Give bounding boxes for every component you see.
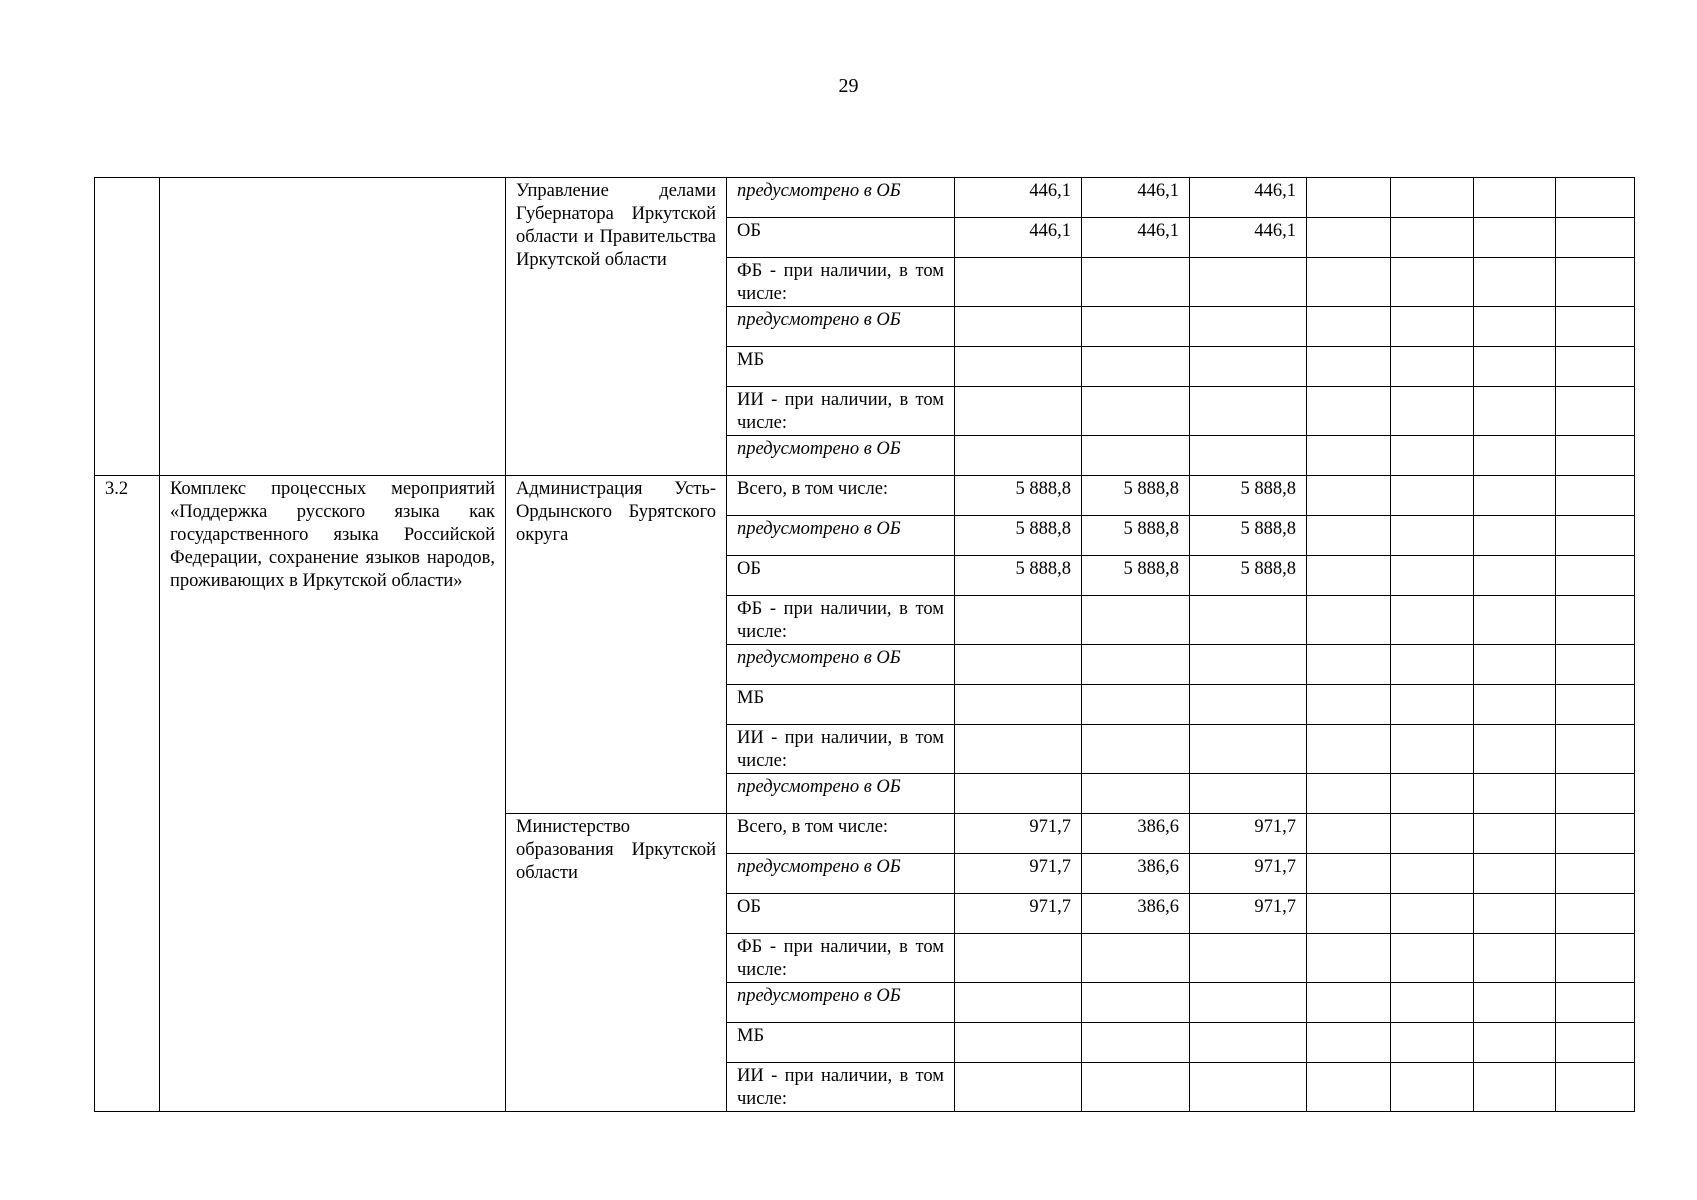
value-cell <box>955 934 1082 983</box>
value-cell <box>1474 1023 1556 1063</box>
value-cell <box>1307 516 1391 556</box>
value-cell <box>1190 387 1307 436</box>
funding-source-cell <box>727 556 955 596</box>
value-cell: 971,7 <box>1190 854 1307 894</box>
value-cell <box>955 347 1082 387</box>
value-cell <box>1474 258 1556 307</box>
value-cell <box>1307 934 1391 983</box>
value-cell <box>1556 218 1635 258</box>
value-cell <box>1391 258 1474 307</box>
value-cell <box>1391 307 1474 347</box>
value-cell: 971,7 <box>1190 814 1307 854</box>
value-cell <box>1556 934 1635 983</box>
funding-source-cell <box>727 685 955 725</box>
funding-source-cell <box>727 347 955 387</box>
value-cell <box>1474 685 1556 725</box>
value-cell <box>1556 516 1635 556</box>
value-cell <box>1556 814 1635 854</box>
funding-source-label: предусмотрено в ОБ <box>737 181 901 201</box>
page-number: 29 <box>838 75 859 97</box>
funding-source-label: ИИ - при наличии, в том числе: <box>737 1066 944 1109</box>
value-cell <box>1391 218 1474 258</box>
value-cell <box>1082 596 1190 645</box>
funding-source-cell <box>727 894 955 934</box>
value-cell <box>1391 596 1474 645</box>
value-cell <box>1307 1063 1391 1112</box>
value-cell <box>1082 685 1190 725</box>
value-cell <box>1082 645 1190 685</box>
value-cell <box>1307 983 1391 1023</box>
funding-source-label: ОБ <box>737 897 761 917</box>
value-cell <box>1190 307 1307 347</box>
funding-source-cell <box>727 1023 955 1063</box>
value-cell <box>1391 436 1474 476</box>
value-cell <box>955 436 1082 476</box>
value-cell <box>1391 476 1474 516</box>
value-cell <box>1307 774 1391 814</box>
value-cell <box>1474 436 1556 476</box>
value-cell: 5 888,8 <box>1190 516 1307 556</box>
funding-source-cell <box>727 1063 955 1112</box>
value-cell <box>1082 347 1190 387</box>
value-cell: 446,1 <box>1190 178 1307 218</box>
value-cell <box>1307 1023 1391 1063</box>
value-cell <box>1190 725 1307 774</box>
funding-source-label: предусмотрено в ОБ <box>737 310 901 330</box>
value-cell <box>955 596 1082 645</box>
value-cell <box>1307 894 1391 934</box>
funding-source-label: предусмотрено в ОБ <box>737 986 901 1006</box>
value-cell <box>955 725 1082 774</box>
funding-source-label: ОБ <box>737 221 761 241</box>
value-cell <box>955 258 1082 307</box>
value-cell <box>1391 934 1474 983</box>
value-cell <box>1190 1063 1307 1112</box>
table-row <box>95 178 1635 218</box>
value-cell: 5 888,8 <box>1082 556 1190 596</box>
funding-source-label: МБ <box>737 1026 765 1046</box>
value-cell: 5 888,8 <box>1082 516 1190 556</box>
funding-source-label: предусмотрено в ОБ <box>737 857 901 877</box>
value-cell <box>1391 725 1474 774</box>
value-cell: 5 888,8 <box>955 556 1082 596</box>
value-cell <box>1556 1063 1635 1112</box>
value-cell <box>1190 934 1307 983</box>
funding-source-label: МБ <box>737 350 765 370</box>
value-cell <box>1190 1023 1307 1063</box>
value-cell <box>1556 387 1635 436</box>
value-cell <box>1307 347 1391 387</box>
value-cell <box>1474 934 1556 983</box>
value-cell <box>1391 854 1474 894</box>
funding-source-label: Всего, в том числе: <box>737 479 889 499</box>
value-cell <box>1391 1023 1474 1063</box>
value-cell <box>955 774 1082 814</box>
value-cell <box>1391 516 1474 556</box>
value-cell: 971,7 <box>1190 894 1307 934</box>
value-cell: 446,1 <box>955 218 1082 258</box>
value-cell <box>1082 1023 1190 1063</box>
funding-source-cell <box>727 645 955 685</box>
value-cell <box>1307 556 1391 596</box>
value-cell <box>1474 814 1556 854</box>
value-cell <box>1556 307 1635 347</box>
value-cell <box>1474 307 1556 347</box>
value-cell <box>1190 774 1307 814</box>
value-cell <box>1474 774 1556 814</box>
value-cell <box>1391 347 1474 387</box>
value-cell <box>1474 347 1556 387</box>
funding-source-label: предусмотрено в ОБ <box>737 519 901 539</box>
item-name-cell <box>160 178 506 476</box>
value-cell <box>1556 894 1635 934</box>
value-cell <box>1391 774 1474 814</box>
funding-source-label: ФБ - при наличии, в том числе: <box>737 937 944 980</box>
value-cell <box>1391 983 1474 1023</box>
value-cell <box>1556 854 1635 894</box>
value-cell <box>955 1023 1082 1063</box>
value-cell <box>1556 178 1635 218</box>
value-cell <box>1556 436 1635 476</box>
value-cell: 446,1 <box>1190 218 1307 258</box>
value-cell <box>1556 596 1635 645</box>
executor-cell: Администрация Усть-Ордынского Бурятского округа <box>506 476 727 814</box>
value-cell <box>955 1063 1082 1112</box>
value-cell <box>1391 814 1474 854</box>
value-cell: 971,7 <box>955 894 1082 934</box>
value-cell: 386,6 <box>1082 814 1190 854</box>
value-cell <box>1556 685 1635 725</box>
value-cell <box>1082 307 1190 347</box>
value-cell <box>1556 258 1635 307</box>
funding-source-cell <box>727 258 955 307</box>
value-cell <box>1474 476 1556 516</box>
value-cell <box>1307 814 1391 854</box>
funding-source-label: ФБ - при наличии, в том числе: <box>737 261 944 304</box>
funding-source-cell <box>727 774 955 814</box>
value-cell <box>1474 556 1556 596</box>
value-cell: 971,7 <box>955 814 1082 854</box>
value-cell: 446,1 <box>1082 218 1190 258</box>
value-cell <box>1190 645 1307 685</box>
funding-source-label: ОБ <box>737 559 761 579</box>
funding-source-cell <box>727 934 955 983</box>
value-cell <box>1474 725 1556 774</box>
value-cell <box>1474 596 1556 645</box>
funding-source-cell <box>727 178 955 218</box>
value-cell: 446,1 <box>1082 178 1190 218</box>
value-cell <box>1082 387 1190 436</box>
value-cell <box>1474 645 1556 685</box>
value-cell: 5 888,8 <box>955 516 1082 556</box>
value-cell <box>1474 218 1556 258</box>
value-cell <box>1307 218 1391 258</box>
value-cell <box>1391 556 1474 596</box>
value-cell <box>1556 556 1635 596</box>
value-cell <box>1474 854 1556 894</box>
value-cell <box>1556 476 1635 516</box>
value-cell: 5 888,8 <box>955 476 1082 516</box>
funding-source-cell <box>727 387 955 436</box>
funding-source-cell <box>727 476 955 516</box>
funding-source-cell <box>727 854 955 894</box>
value-cell: 5 888,8 <box>1082 476 1190 516</box>
value-cell: 5 888,8 <box>1190 556 1307 596</box>
funding-source-label: ИИ - при наличии, в том числе: <box>737 390 944 433</box>
value-cell <box>1307 307 1391 347</box>
value-cell <box>1474 1063 1556 1112</box>
value-cell <box>955 685 1082 725</box>
value-cell <box>1391 645 1474 685</box>
funding-source-cell <box>727 516 955 556</box>
executor-cell: Управление делами Губернатора Иркутской области и Правительства Иркутской области <box>506 178 727 476</box>
value-cell <box>1082 725 1190 774</box>
value-cell <box>1190 436 1307 476</box>
value-cell <box>1391 178 1474 218</box>
value-cell <box>1307 685 1391 725</box>
value-cell <box>1082 934 1190 983</box>
value-cell <box>1190 347 1307 387</box>
value-cell <box>1307 596 1391 645</box>
value-cell: 386,6 <box>1082 854 1190 894</box>
funding-source-label: предусмотрено в ОБ <box>737 648 901 668</box>
value-cell <box>1556 1023 1635 1063</box>
value-cell <box>955 983 1082 1023</box>
value-cell <box>1556 774 1635 814</box>
funding-source-label: МБ <box>737 688 765 708</box>
value-cell <box>1556 347 1635 387</box>
value-cell <box>1474 894 1556 934</box>
value-cell <box>1391 894 1474 934</box>
funding-source-label: Всего, в том числе: <box>737 817 889 837</box>
funding-source-cell <box>727 307 955 347</box>
budget-table <box>94 177 1635 1112</box>
value-cell <box>1082 774 1190 814</box>
value-cell: 971,7 <box>955 854 1082 894</box>
value-cell <box>1474 983 1556 1023</box>
value-cell <box>1307 178 1391 218</box>
value-cell <box>1391 685 1474 725</box>
value-cell <box>1307 387 1391 436</box>
funding-source-label: предусмотрено в ОБ <box>737 777 901 797</box>
funding-source-cell <box>727 596 955 645</box>
funding-source-cell <box>727 983 955 1023</box>
value-cell <box>1190 596 1307 645</box>
executor-cell: Министерство образования Иркутской области <box>506 814 727 1112</box>
value-cell <box>1307 436 1391 476</box>
value-cell <box>1556 983 1635 1023</box>
value-cell <box>1307 854 1391 894</box>
value-cell <box>1082 1063 1190 1112</box>
funding-source-cell <box>727 218 955 258</box>
value-cell <box>1307 258 1391 307</box>
table-row <box>95 476 1635 516</box>
value-cell <box>955 307 1082 347</box>
value-cell <box>1474 516 1556 556</box>
value-cell <box>1307 725 1391 774</box>
value-cell <box>1474 387 1556 436</box>
value-cell <box>955 387 1082 436</box>
item-name-cell: Комплекс процессных мероприятий «Поддержка русского языка как государственного языка Российской Федерации, сохранение языков народов, проживающих в Иркутской области» <box>160 476 506 1112</box>
item-number-cell: 3.2 <box>95 476 160 1112</box>
value-cell <box>1474 178 1556 218</box>
funding-source-cell <box>727 725 955 774</box>
value-cell <box>1190 983 1307 1023</box>
value-cell <box>1190 685 1307 725</box>
value-cell <box>1307 476 1391 516</box>
value-cell <box>1556 725 1635 774</box>
value-cell <box>1556 645 1635 685</box>
funding-source-cell <box>727 814 955 854</box>
funding-source-label: ФБ - при наличии, в том числе: <box>737 599 944 642</box>
funding-source-label: ИИ - при наличии, в том числе: <box>737 728 944 771</box>
value-cell <box>1190 258 1307 307</box>
value-cell <box>1307 645 1391 685</box>
value-cell: 386,6 <box>1082 894 1190 934</box>
value-cell <box>1391 1063 1474 1112</box>
table-body <box>95 178 1635 1112</box>
value-cell <box>1082 258 1190 307</box>
value-cell <box>1082 983 1190 1023</box>
value-cell: 446,1 <box>955 178 1082 218</box>
value-cell: 5 888,8 <box>1190 476 1307 516</box>
item-number-cell <box>95 178 160 476</box>
value-cell <box>1391 387 1474 436</box>
funding-source-label: предусмотрено в ОБ <box>737 439 901 459</box>
value-cell <box>955 645 1082 685</box>
funding-source-cell <box>727 436 955 476</box>
value-cell <box>1082 436 1190 476</box>
